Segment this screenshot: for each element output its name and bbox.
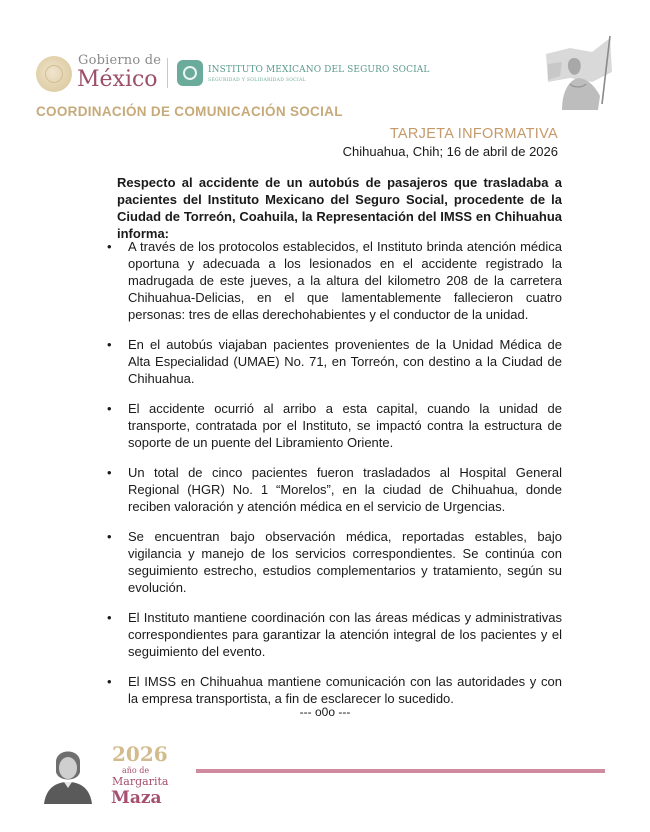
heroine-with-flag-illustration xyxy=(540,32,615,112)
logo-divider xyxy=(167,58,168,88)
footer-anio-de: año de xyxy=(122,766,150,775)
bullet-text: Un total de cinco pacientes fueron trasladados al Hospital General Regional (HGR) No. 1 “Morelos”, en la ciudad de Chihuahua, donde reciben valoración y atención médica en el servicio de Urgencias. xyxy=(128,465,562,514)
footer-name-line1: Margarita xyxy=(112,775,169,788)
bullet-item xyxy=(107,609,562,660)
bullet-item xyxy=(107,336,562,387)
bullet-text: A través de los protocolos establecidos, el Instituto brinda atención médica oportuna y adecuada a los lesionados en el accidente registrado la madrugada de este jueves, a la altura del kilometro 208 de la carretera Chihuahua-Delicias, en el que lamentablemente fallecieron cuatro personas: tres de ellas derechohabientes y el conductor de la unidad. xyxy=(128,239,562,322)
bullet-dot: • xyxy=(107,239,112,254)
imss-name: INSTITUTO MEXICANO DEL SEGURO SOCIAL xyxy=(208,65,430,75)
margarita-maza-portrait xyxy=(42,742,94,804)
bullet-dot: • xyxy=(107,337,112,352)
intro-paragraph: Respecto al accidente de un autobús de pasajeros que trasladaba a pacientes del Instituto Mexicano del Seguro Social, procedente de la Ciudad de Torreón, Coahuila, la Representación del IMSS en Chihuahua informa: xyxy=(117,175,562,241)
bullet-text: En el autobús viajaban pacientes provenientes de la Unidad Médica de Alta Especialidad (UMAE) No. 71, en Torreón, con destino a la Ciudad de Chihuahua. xyxy=(128,337,562,386)
imss-tagline: SEGURIDAD Y SOLIDARIDAD SOCIAL xyxy=(208,78,306,83)
bullet-dot: • xyxy=(107,529,112,544)
bullet-dot: • xyxy=(107,465,112,480)
gobierno-logo-text-line1: Gobierno de xyxy=(78,53,162,68)
department-heading: COORDINACIÓN DE COMUNICACIÓN SOCIAL xyxy=(36,104,343,119)
national-emblem-icon xyxy=(36,56,72,92)
bullet-text: El Instituto mantiene coordinación con las áreas médicas y administrativas correspondientes para garantizar la atención integral de los pacientes y el seguimiento del evento. xyxy=(128,610,562,659)
bullet-dot: • xyxy=(107,674,112,689)
bullet-item xyxy=(107,528,562,596)
bullet-item xyxy=(107,464,562,515)
bullet-text: Se encuentran bajo observación médica, reportadas estables, bajo vigilancia y manejo de los servicios correspondientes. Se continúa con seguimiento estrecho, estudios complementarios y tratamiento, según su evolución. xyxy=(128,529,562,595)
document-type-title: TARJETA INFORMATIVA xyxy=(389,126,558,142)
bullet-dot: • xyxy=(107,401,112,416)
footer-divider-line xyxy=(196,769,605,773)
bullet-text: El IMSS en Chihuahua mantiene comunicación con las autoridades y con la empresa transportista, a fin de esclarecer lo sucedido. xyxy=(128,674,562,706)
flag-shape xyxy=(546,38,612,82)
footer-name-line2: Maza xyxy=(111,788,162,808)
bullet-item xyxy=(107,238,562,323)
bullet-text: El accidente ocurrió al arribo a esta capital, cuando la unidad de transporte, contratada por el Instituto, se impactó contra la estructura de soporte de un puente del Libramiento Oriente. xyxy=(128,401,562,450)
gobierno-de-mexico-logo xyxy=(36,54,161,94)
bullet-item xyxy=(107,400,562,451)
gobierno-logo-text-line2: México xyxy=(77,67,158,92)
bullet-list xyxy=(107,238,562,720)
bullet-item xyxy=(107,673,562,707)
bullet-dot: • xyxy=(107,610,112,625)
place-and-date: Chihuahua, Chih; 16 de abril de 2026 xyxy=(342,144,558,159)
imss-logo-icon xyxy=(177,60,203,86)
footer-year: 2026 xyxy=(112,742,168,766)
closing-mark: --- o0o --- xyxy=(299,705,351,719)
